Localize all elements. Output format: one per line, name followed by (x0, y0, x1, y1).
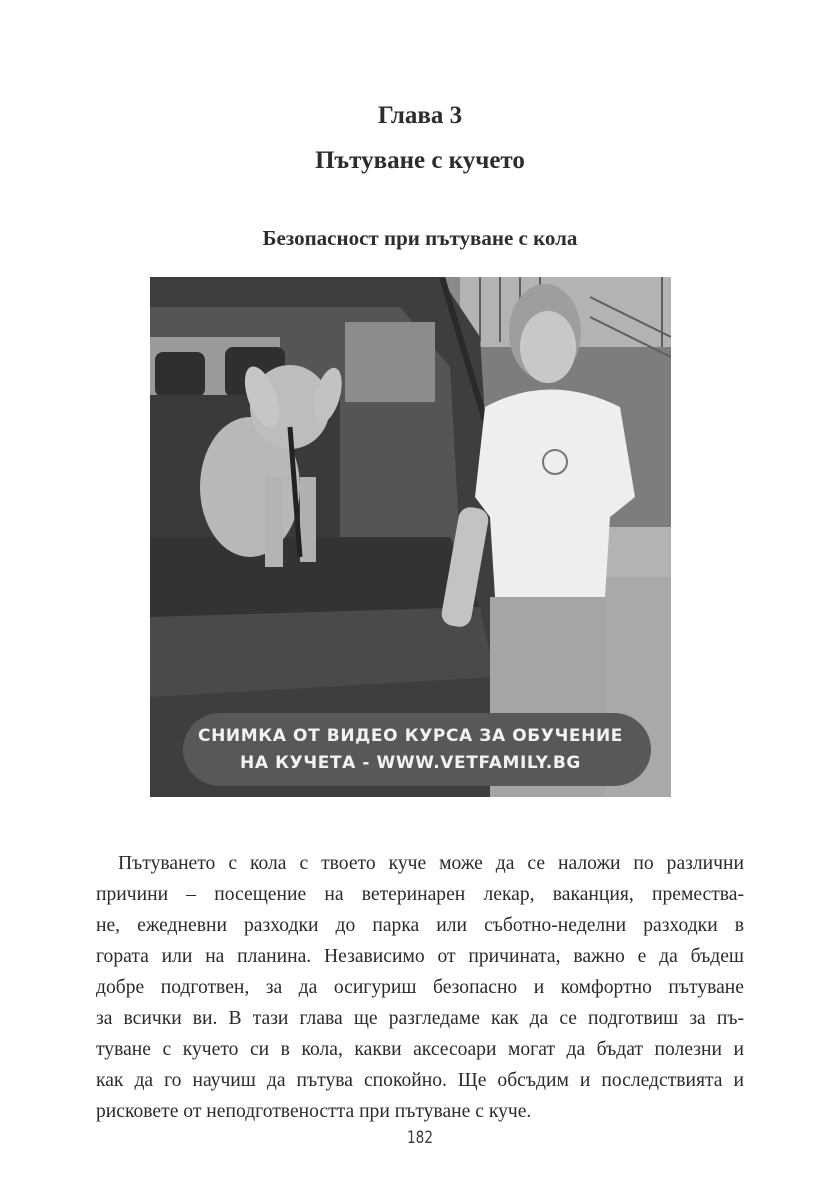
body-line: гората или на планина. Независимо от причината, важно е да бъдеш (96, 946, 744, 967)
body-paragraph (96, 848, 744, 1127)
chapter-title: Пътуване с кучето (315, 147, 525, 174)
body-line: Пътуването с кола с твоето куче може да се наложи по различни (118, 853, 744, 874)
body-line: не, ежедневни разходки до парка или съботно-неделни разходки в (96, 915, 744, 936)
body-line: причини – посещение на ветеринарен лекар, ваканция, премества- (96, 884, 744, 905)
side-window (345, 322, 435, 402)
caption-line-1: СНИМКА ОТ ВИДЕО КУРСА ЗА ОБУЧЕНИЕ (198, 726, 623, 746)
headrest-left (155, 352, 205, 397)
photo-dog-in-car-trunk (150, 277, 671, 797)
body-line: рисковете от неподготвеността при пътуване с куче. (96, 1101, 532, 1122)
caption-line-2: НА КУЧЕТА - WWW.VETFAMILY.BG (240, 753, 581, 773)
photo-caption (150, 723, 671, 777)
chapter-label: Глава 3 (377, 102, 463, 129)
body-line: туване с кучето си в кола, какви аксесоари могат да бъдат полезни и (96, 1039, 744, 1060)
body-line: добре подготвен, за да осигуриш безопасно и комфортно пътуване (96, 977, 744, 998)
body-line: за всички ви. В тази глава ще разгледаме как да се подготвиш за пъ- (96, 1008, 744, 1029)
section-title: Безопасност при пътуване с кола (262, 226, 578, 250)
body-line: как да го научиш да пътува спокойно. Ще обсъдим и последствията и (96, 1070, 744, 1091)
page-number: 182 (407, 1128, 433, 1148)
photo-illustration (150, 277, 671, 797)
